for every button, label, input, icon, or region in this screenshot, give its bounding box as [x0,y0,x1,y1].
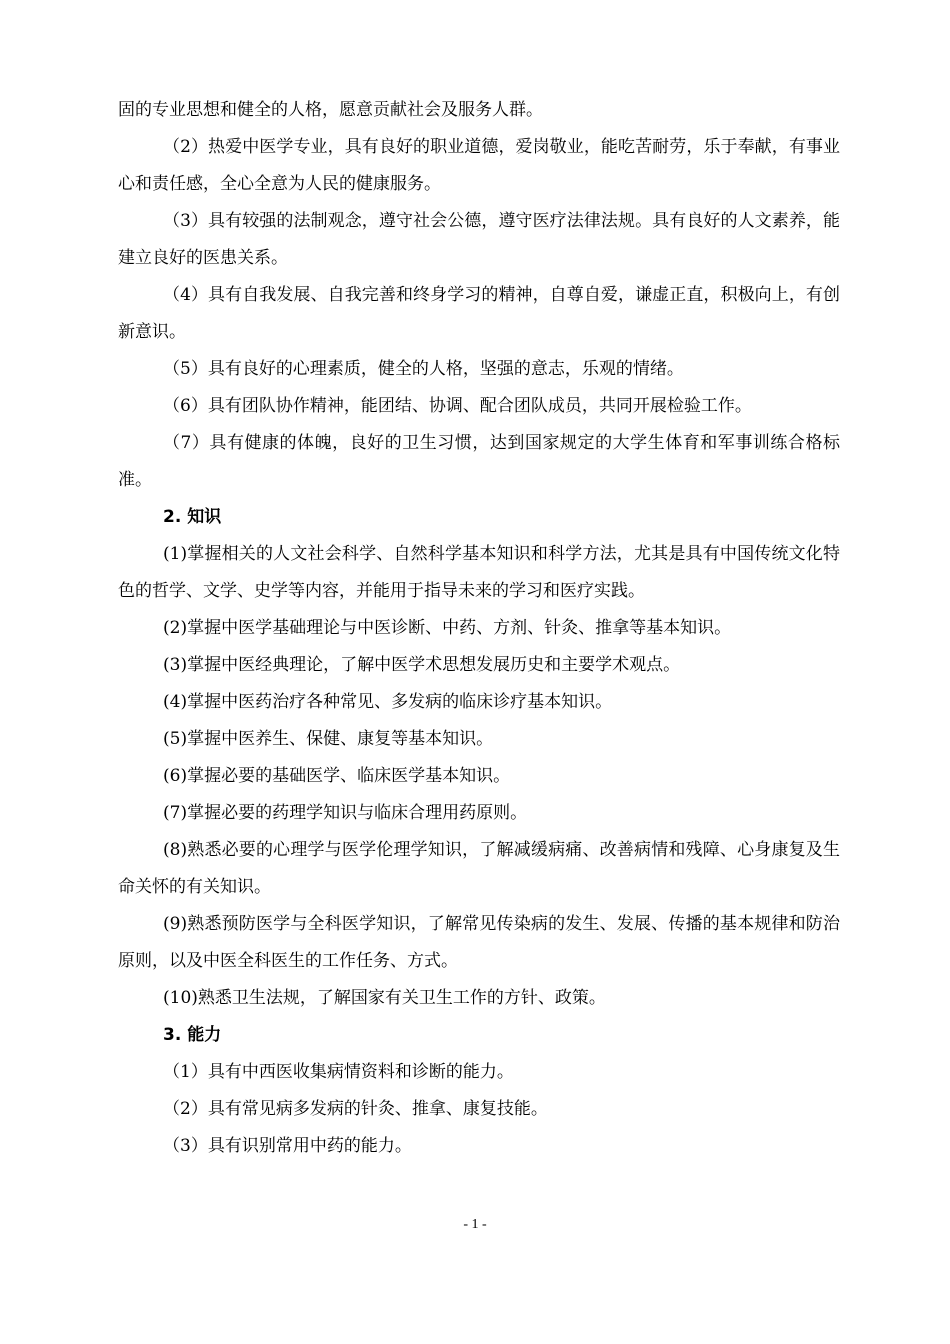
attitude-item-2: （2）热爱中医学专业，具有良好的职业道德，爱岗敬业，能吃苦耐劳，乐于奉献，有事业心和责任感，全心全意为人民的健康服务。 [118,137,840,194]
knowledge-item-3: (3)掌握中医经典理论，了解中医学术思想发展历史和主要学术观点。 [163,655,681,675]
attitude-continuation: 固的专业思想和健全的人格，愿意贡献社会及服务人群。 [118,100,543,120]
knowledge-item-7: (7)掌握必要的药理学知识与临床合理用药原则。 [163,803,528,823]
knowledge-item-4: (4)掌握中医药治疗各种常见、多发病的临床诊疗基本知识。 [163,692,613,712]
attitude-item-6: （6）具有团队协作精神，能团结、协调、配合团队成员，共同开展检验工作。 [163,396,752,416]
page-number: - 1 - [463,1217,487,1232]
attitude-item-7: （7）具有健康的体魄，良好的卫生习惯，达到国家规定的大学生体育和军事训练合格标准。 [118,433,840,490]
ability-item-1: （1）具有中西医收集病情资料和诊断的能力。 [163,1062,514,1082]
ability-heading: 3. 能力 [163,1025,222,1045]
document-body [118,92,840,1165]
knowledge-item-5: (5)掌握中医养生、保健、康复等基本知识。 [163,729,494,749]
knowledge-item-1: (1)掌握相关的人文社会科学、自然科学基本知识和科学方法，尤其是具有中国传统文化特色的哲学、文学、史学等内容，并能用于指导未来的学习和医疗实践。 [118,544,840,601]
knowledge-item-10: (10)熟悉卫生法规，了解国家有关卫生工作的方针、政策。 [163,988,606,1008]
attitude-item-3: （3）具有较强的法制观念，遵守社会公德，遵守医疗法律法规。具有良好的人文素养，能建立良好的医患关系。 [118,211,840,268]
ability-item-3: （3）具有识别常用中药的能力。 [163,1136,412,1156]
ability-item-2: （2）具有常见病多发病的针灸、推拿、康复技能。 [163,1099,548,1119]
knowledge-item-2: (2)掌握中医学基础理论与中医诊断、中药、方剂、针灸、推拿等基本知识。 [163,618,732,638]
knowledge-item-8: (8)熟悉必要的心理学与医学伦理学知识，了解减缓病痛、改善病情和残障、心身康复及生命关怀的有关知识。 [118,840,840,897]
knowledge-item-9: (9)熟悉预防医学与全科医学知识，了解常见传染病的发生、发展、传播的基本规律和防治原则，以及中医全科医生的工作任务、方式。 [118,914,840,971]
knowledge-item-6: (6)掌握必要的基础医学、临床医学基本知识。 [163,766,511,786]
knowledge-heading: 2. 知识 [163,507,222,527]
attitude-item-5: （5）具有良好的心理素质，健全的人格，坚强的意志，乐观的情绪。 [163,359,684,379]
attitude-item-4: （4）具有自我发展、自我完善和终身学习的精神，自尊自爱，谦虚正直，积极向上，有创新意识。 [118,285,840,342]
